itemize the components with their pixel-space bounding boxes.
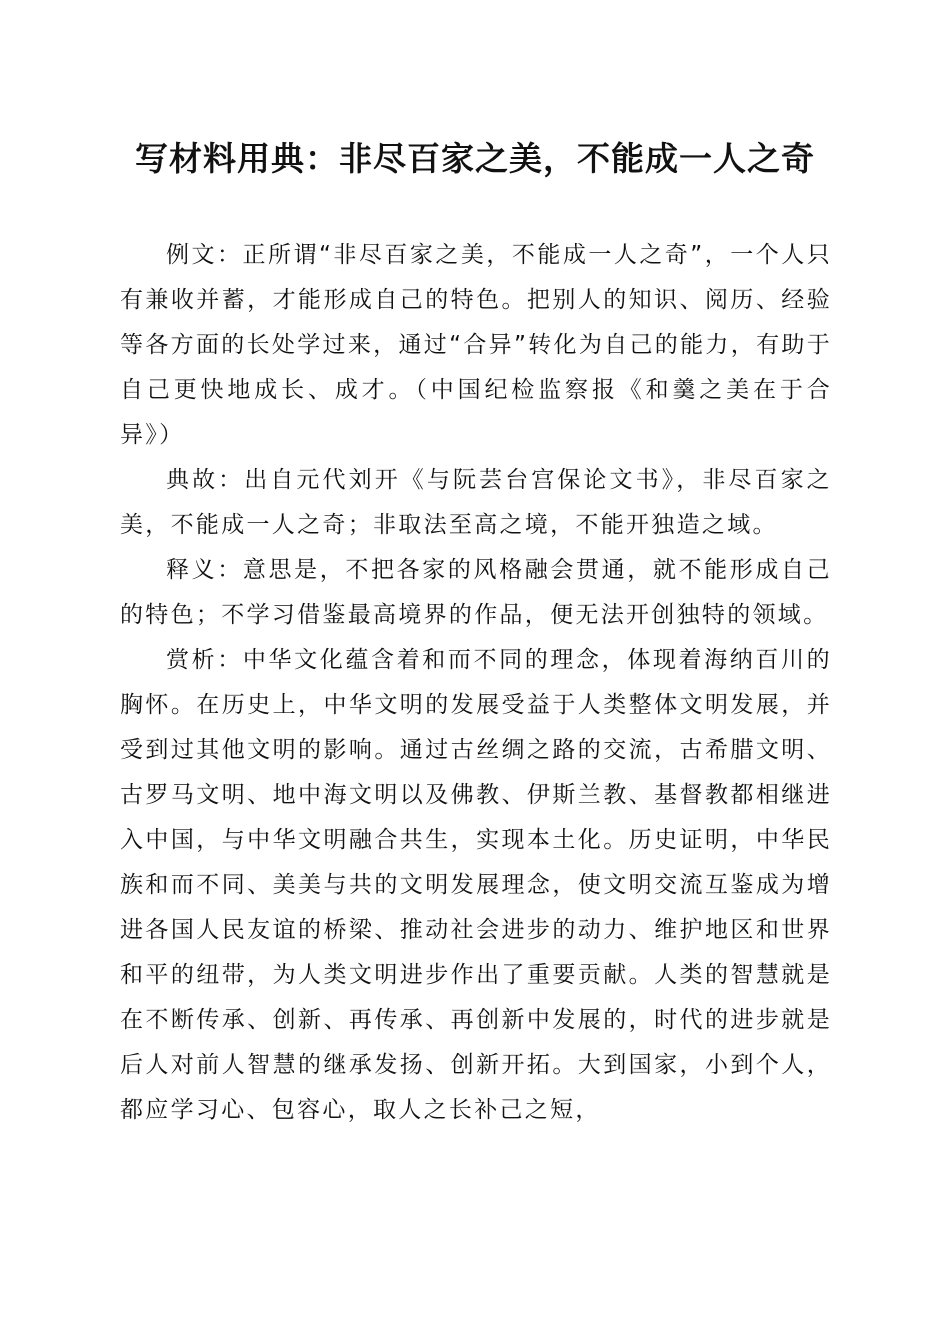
document-body	[120, 233, 832, 1133]
paragraph-allusion: 典故：出自元代刘开《与阮芸台宫保论文书》，非尽百家之美，不能成一人之奇；非取法至高之境，不能开独造之域。	[120, 467, 832, 538]
document-title: 写材料用典：非尽百家之美，不能成一人之奇	[135, 139, 815, 178]
paragraph-example: 例文：正所谓“非尽百家之美，不能成一人之奇”，一个人只有兼收并蓄，才能形成自己的特色。把别人的知识、阅历、经验等各方面的长处学过来，通过“合异”转化为自己的能力，有助于自己更快地成长、成才。（中国纪检监察报《和羹之美在于合异》）	[120, 242, 832, 448]
paragraph-appreciation: 赏析：中华文化蕴含着和而不同的理念，体现着海纳百川的胸怀。在历史上，中华文明的发展受益于人类整体文明发展，并受到过其他文明的影响。通过古丝绸之路的交流，古希腊文明、古罗马文明、地中海文明以及佛教、伊斯兰教、基督教都相继进入中国，与中华文明融合共生，实现本土化。历史证明，中华民族和而不同、美美与共的文明发展理念，使文明交流互鉴成为增进各国人民友谊的桥梁、推动社会进步的动力、维护地区和世界和平的纽带，为人类文明进步作出了重要贡献。人类的智慧就是在不断传承、创新、再传承、再创新中发展的，时代的进步就是后人对前人智慧的继承发扬、创新开拓。大到国家，小到个人，都应学习心、包容心，取人之长补己之短，	[120, 647, 832, 1123]
paragraph-interpretation: 释义：意思是，不把各家的风格融会贯通，就不能形成自己的特色；不学习借鉴最高境界的作品，便无法开创独特的领域。	[120, 557, 832, 628]
